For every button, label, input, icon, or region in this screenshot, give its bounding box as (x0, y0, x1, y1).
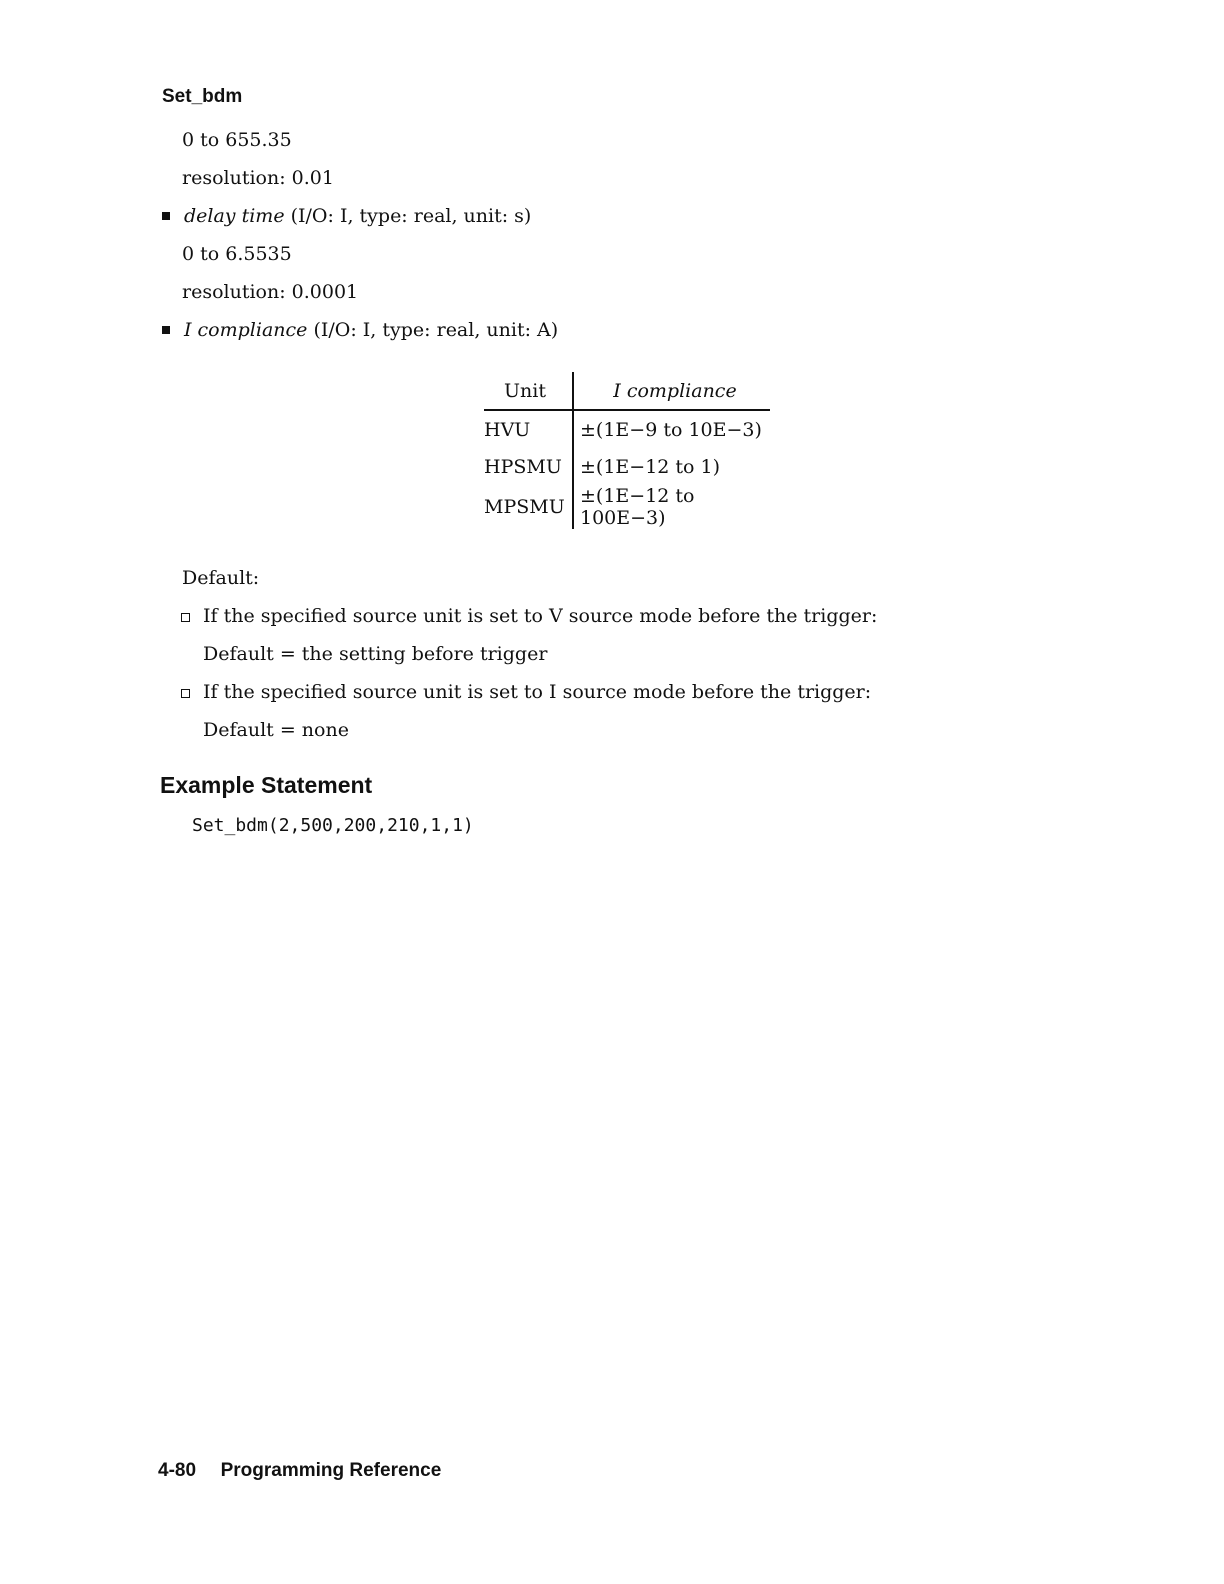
default-case-text: If the specified source unit is set to V source mode before the trigger: (203, 605, 878, 627)
bullet-icon (162, 326, 170, 334)
footer-section: Programming Reference (220, 1460, 442, 1481)
table-header-cell: I compliance (573, 372, 770, 410)
default-case-value: Default = none (203, 719, 349, 741)
default-label: Default: (182, 567, 260, 589)
param-delay-time (184, 205, 531, 227)
resolution-text: resolution: 0.0001 (182, 281, 359, 303)
table-row (484, 485, 770, 529)
table-row (484, 410, 770, 448)
resolution-text: resolution: 0.01 (182, 167, 334, 189)
table-row (484, 448, 770, 485)
table-header-row (484, 372, 770, 410)
param-name: delay time (184, 205, 285, 227)
param-name: I compliance (184, 319, 308, 341)
section-heading: Example Statement (160, 772, 373, 798)
page-header-title: Set_bdm (162, 86, 243, 107)
page-footer (158, 1460, 441, 1482)
table-cell: HPSMU (484, 448, 573, 485)
default-case-text: If the specified source unit is set to I source mode before the trigger: (203, 681, 872, 703)
param-spec: (I/O: I, type: real, unit: A) (313, 319, 559, 341)
page-number: 4-80 (158, 1460, 197, 1481)
table-cell: ±(1E−12 to 1) (580, 455, 721, 478)
default-case-value: Default = the setting before trigger (203, 643, 548, 665)
table-cell: HVU (484, 410, 573, 448)
compliance-table (484, 372, 770, 529)
range-text: 0 to 655.35 (182, 129, 292, 151)
code-example: Set_bdm(2,500,200,210,1,1) (192, 815, 474, 836)
table-cell: ±(1E−12 to 100E−3) (580, 485, 695, 529)
bullet-icon (162, 212, 170, 220)
range-text: 0 to 6.5535 (182, 243, 292, 265)
table-header-cell: Unit (484, 372, 573, 410)
table-cell: MPSMU (484, 485, 573, 529)
param-spec: (I/O: I, type: real, unit: s) (290, 205, 532, 227)
checkbox-bullet-icon (181, 689, 190, 698)
param-i-compliance (184, 319, 558, 341)
checkbox-bullet-icon (181, 613, 190, 622)
table-cell: ±(1E−9 to 10E−3) (580, 418, 762, 441)
